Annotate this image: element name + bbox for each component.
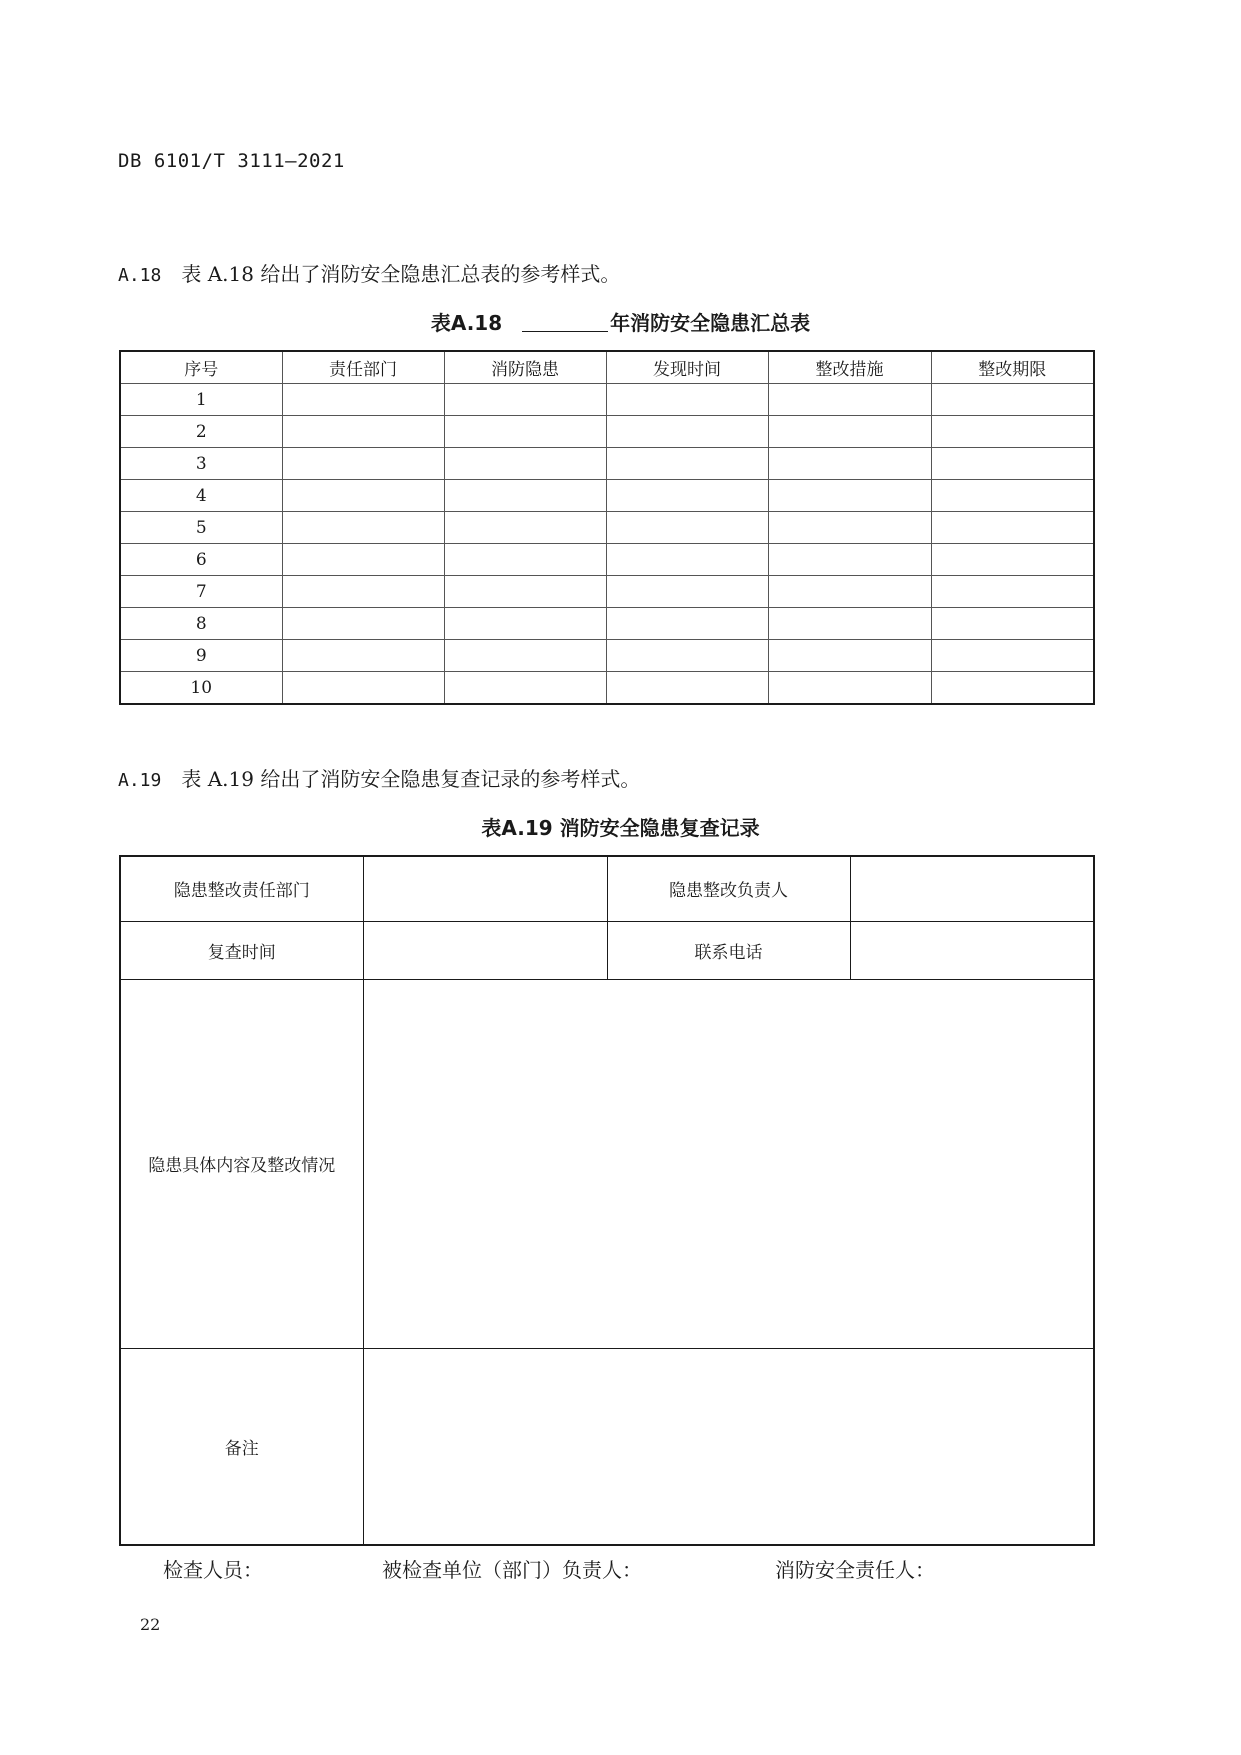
table-cell[interactable] (444, 480, 606, 512)
table-cell[interactable] (444, 448, 606, 480)
table-row (120, 544, 1094, 576)
table-cell[interactable] (282, 416, 444, 448)
table-cell[interactable] (444, 576, 606, 608)
table-cell[interactable] (768, 672, 931, 705)
table-cell[interactable] (444, 672, 606, 705)
row-number: 7 (120, 576, 282, 608)
table-row (120, 672, 1094, 705)
table-row (120, 608, 1094, 640)
person-field[interactable] (850, 856, 1094, 921)
safety-head-signature-label: 消防安全责任人： (775, 1558, 935, 1582)
page-number: 22 (140, 1615, 161, 1634)
dept-label: 隐患整改责任部门 (120, 856, 363, 921)
table-cell[interactable] (282, 448, 444, 480)
table-row (120, 979, 1094, 1348)
table-row (120, 448, 1094, 480)
table-cell[interactable] (768, 480, 931, 512)
table-cell[interactable] (768, 608, 931, 640)
table-header-row (120, 351, 1094, 384)
table-cell[interactable] (931, 576, 1094, 608)
table-cell[interactable] (606, 384, 768, 416)
table-cell[interactable] (931, 448, 1094, 480)
table-cell[interactable] (606, 544, 768, 576)
table-cell[interactable] (931, 384, 1094, 416)
content-field[interactable] (363, 979, 1094, 1348)
table-cell[interactable] (931, 608, 1094, 640)
col-header: 发现时间 (606, 351, 768, 384)
phone-label: 联系电话 (607, 921, 850, 979)
table-cell[interactable] (444, 384, 606, 416)
table-cell[interactable] (282, 512, 444, 544)
table-cell[interactable] (444, 640, 606, 672)
row-number: 10 (120, 672, 282, 705)
row-number: 4 (120, 480, 282, 512)
row-number: 8 (120, 608, 282, 640)
table-cell[interactable] (282, 480, 444, 512)
table-cell[interactable] (606, 576, 768, 608)
table-cell[interactable] (282, 384, 444, 416)
section-a19-text: 表 A.19 给出了消防安全隐患复查记录的参考样式。 (181, 767, 641, 791)
row-number: 3 (120, 448, 282, 480)
dept-field[interactable] (363, 856, 607, 921)
col-header: 序号 (120, 351, 282, 384)
table-cell[interactable] (931, 480, 1094, 512)
table-a19-caption: 表A.19 消防安全隐患复查记录 (481, 816, 760, 840)
table-cell[interactable] (606, 640, 768, 672)
section-a18-text: 表 A.18 给出了消防安全隐患汇总表的参考样式。 (181, 262, 621, 286)
table-cell[interactable] (606, 416, 768, 448)
table-cell[interactable] (282, 576, 444, 608)
row-number: 6 (120, 544, 282, 576)
table-cell[interactable] (768, 416, 931, 448)
table-cell[interactable] (931, 640, 1094, 672)
table-row (120, 921, 1094, 979)
table-cell[interactable] (768, 544, 931, 576)
unit-head-signature-label: 被检查单位（部门）负责人： (382, 1558, 642, 1582)
table-row (120, 640, 1094, 672)
remark-field[interactable] (363, 1348, 1094, 1545)
row-number: 5 (120, 512, 282, 544)
table-a18-caption-suffix: 年消防安全隐患汇总表 (610, 311, 811, 335)
table-row (120, 480, 1094, 512)
table-cell[interactable] (931, 512, 1094, 544)
col-header: 整改措施 (768, 351, 931, 384)
table-cell[interactable] (444, 512, 606, 544)
table-row (120, 512, 1094, 544)
table-cell[interactable] (606, 480, 768, 512)
content-label: 隐患具体内容及整改情况 (120, 979, 363, 1348)
table-cell[interactable] (282, 544, 444, 576)
table-cell[interactable] (931, 544, 1094, 576)
table-cell[interactable] (444, 544, 606, 576)
review-time-field[interactable] (363, 921, 607, 979)
inspector-signature-label: 检查人员： (163, 1558, 263, 1582)
section-a18-number: A.18 (118, 265, 162, 286)
section-a18-intro (118, 258, 620, 287)
table-cell[interactable] (444, 416, 606, 448)
document-code: DB 6101/T 3111—2021 (118, 150, 345, 172)
table-cell[interactable] (606, 608, 768, 640)
year-blank (522, 313, 608, 332)
remark-label: 备注 (120, 1348, 363, 1545)
phone-field[interactable] (850, 921, 1094, 979)
col-header: 整改期限 (931, 351, 1094, 384)
table-cell[interactable] (768, 512, 931, 544)
row-number: 9 (120, 640, 282, 672)
review-time-label: 复查时间 (120, 921, 363, 979)
section-a19-number: A.19 (118, 770, 162, 791)
table-cell[interactable] (768, 448, 931, 480)
table-a18-caption (0, 307, 1241, 336)
hazard-review-table (119, 855, 1095, 1546)
table-cell[interactable] (282, 672, 444, 705)
row-number: 1 (120, 384, 282, 416)
table-row (120, 384, 1094, 416)
table-cell[interactable] (606, 512, 768, 544)
table-a18-caption-prefix: 表A.18 (430, 311, 503, 335)
table-cell[interactable] (768, 384, 931, 416)
section-a19-intro (118, 763, 640, 792)
table-row (120, 416, 1094, 448)
col-header: 责任部门 (282, 351, 444, 384)
table-cell[interactable] (606, 672, 768, 705)
table-cell[interactable] (931, 672, 1094, 705)
person-label: 隐患整改负责人 (607, 856, 850, 921)
col-header: 消防隐患 (444, 351, 606, 384)
table-cell[interactable] (606, 448, 768, 480)
table-cell[interactable] (282, 640, 444, 672)
table-cell[interactable] (768, 576, 931, 608)
table-cell[interactable] (444, 608, 606, 640)
table-row (120, 1348, 1094, 1545)
table-cell[interactable] (931, 416, 1094, 448)
hazard-summary-table (119, 350, 1095, 705)
row-number: 2 (120, 416, 282, 448)
table-cell[interactable] (282, 608, 444, 640)
table-cell[interactable] (768, 640, 931, 672)
table-row (120, 576, 1094, 608)
table-row (120, 856, 1094, 921)
